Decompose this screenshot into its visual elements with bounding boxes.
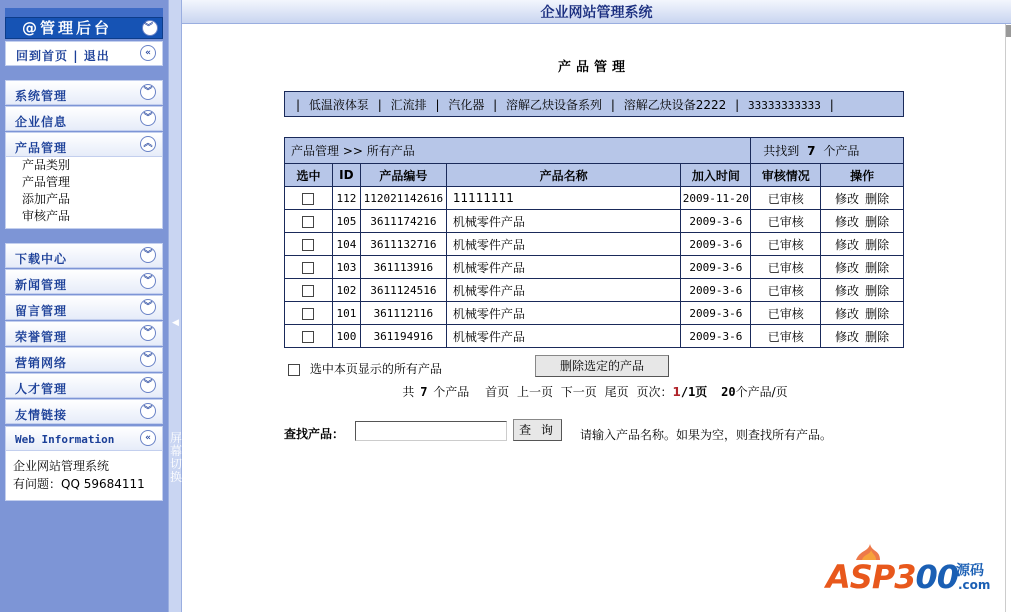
menu-system[interactable] xyxy=(5,80,163,105)
row-actions xyxy=(821,302,904,325)
home-link[interactable]: 回到首页 xyxy=(16,49,69,63)
row-name: 机械零件产品 xyxy=(446,279,681,302)
chevron-up-icon[interactable]: ︽ xyxy=(140,136,156,152)
next-page-link[interactable]: 下一页 xyxy=(560,385,597,399)
table-row xyxy=(285,325,904,348)
row-checkbox[interactable] xyxy=(302,239,314,251)
chevron-down-icon[interactable]: ︾ xyxy=(140,84,156,100)
web-info-panel xyxy=(5,451,163,501)
row-date: 2009-3-6 xyxy=(681,279,751,302)
row-status: 已审核 xyxy=(751,325,821,348)
current-page: 1 xyxy=(672,385,681,399)
row-select-cell xyxy=(285,256,333,279)
sidebar xyxy=(0,0,168,612)
menu-label: 系统管理 xyxy=(15,89,68,103)
chevron-down-icon[interactable]: ︾ xyxy=(140,403,156,419)
row-actions xyxy=(821,233,904,256)
edit-link[interactable]: 修改 xyxy=(835,283,860,298)
collapse-all-icon[interactable]: ︾ xyxy=(142,20,158,36)
row-actions xyxy=(821,325,904,348)
col-actions: 操作 xyxy=(821,164,904,187)
row-actions xyxy=(821,256,904,279)
row-id: 103 xyxy=(332,256,360,279)
submenu-product-manage[interactable]: 产品管理 xyxy=(22,175,71,189)
menu-talent[interactable] xyxy=(5,373,163,398)
menu-label: 企业信息 xyxy=(15,115,68,129)
col-date: 加入时间 xyxy=(681,164,751,187)
edit-link[interactable]: 修改 xyxy=(835,260,860,275)
screen-switch-label[interactable]: 屏幕切换 xyxy=(169,431,182,484)
edit-link[interactable]: 修改 xyxy=(835,191,860,206)
menu-news[interactable] xyxy=(5,269,163,294)
menu-label: 营销网络 xyxy=(15,356,68,370)
row-select-cell xyxy=(285,210,333,233)
menu-label: 荣誉管理 xyxy=(15,330,68,344)
submenu-review-product[interactable]: 审核产品 xyxy=(22,209,71,223)
chevron-down-icon[interactable]: ︾ xyxy=(140,351,156,367)
home-row: 回到首页 | 退出 « xyxy=(5,41,163,66)
row-select-cell xyxy=(285,325,333,348)
row-date: 2009-3-6 xyxy=(681,233,751,256)
row-select-cell xyxy=(285,302,333,325)
search-button[interactable]: 查 询 xyxy=(513,419,562,441)
scrollbar[interactable] xyxy=(1005,24,1011,612)
col-name: 产品名称 xyxy=(446,164,681,187)
edit-link[interactable]: 修改 xyxy=(835,329,860,344)
row-code: 3611124516 xyxy=(360,279,446,302)
per-page: 20 xyxy=(721,385,736,399)
row-checkbox[interactable] xyxy=(302,216,314,228)
row-id: 112 xyxy=(332,187,360,210)
category-link[interactable]: 汇流排 xyxy=(390,98,427,112)
row-date: 2009-3-6 xyxy=(681,256,751,279)
search-input[interactable] xyxy=(355,421,507,441)
search-label: 查找产品： xyxy=(284,427,345,441)
menu-label: Web Information xyxy=(15,433,115,446)
triangle-left-icon[interactable]: ◀ xyxy=(172,318,179,328)
result-count: 共找到 7 个产品 xyxy=(751,138,904,164)
submenu-product-category[interactable]: 产品类别 xyxy=(22,158,71,172)
pagination: 共 7 个产品 首页 上一页 下一页 尾页 页次：1/1页 20个产品/页 xyxy=(402,385,788,399)
select-all-checkbox[interactable] xyxy=(288,364,300,376)
products-table xyxy=(284,137,904,348)
chevron-down-icon[interactable]: ︾ xyxy=(140,377,156,393)
table-row xyxy=(285,256,904,279)
select-all-label[interactable]: 选中本页显示的所有产品 xyxy=(309,362,442,376)
category-link[interactable]: 溶解乙炔设备2222 xyxy=(623,98,727,112)
menu-label: 下载中心 xyxy=(15,252,68,266)
menu-company-info[interactable] xyxy=(5,106,163,131)
row-date: 2009-11-20 xyxy=(681,187,751,210)
first-page-link[interactable]: 首页 xyxy=(485,385,510,399)
products-submenu xyxy=(5,157,163,229)
category-link[interactable]: 低温液体泵 xyxy=(308,98,369,112)
table-caption-row xyxy=(285,138,904,164)
table-row xyxy=(285,210,904,233)
edit-link[interactable]: 修改 xyxy=(835,306,860,321)
row-name: 11111111 xyxy=(446,187,681,210)
row-checkbox[interactable] xyxy=(302,285,314,297)
logout-link[interactable]: 退出 xyxy=(83,49,110,63)
chevron-down-icon[interactable]: ︾ xyxy=(140,110,156,126)
col-code: 产品编号 xyxy=(360,164,446,187)
menu-label: 产品管理 xyxy=(15,141,68,155)
row-status: 已审核 xyxy=(751,279,821,302)
category-link[interactable]: 33333333333 xyxy=(748,99,821,112)
delete-selected-button[interactable]: 删除选定的产品 xyxy=(535,355,669,377)
row-id: 102 xyxy=(332,279,360,302)
row-id: 104 xyxy=(332,233,360,256)
row-name: 机械零件产品 xyxy=(446,210,681,233)
table-row xyxy=(285,279,904,302)
sidebar-toggle-rail[interactable] xyxy=(168,0,182,612)
search-hint: 请输入产品名称。如果为空，则查找所有产品。 xyxy=(580,428,833,442)
delete-link[interactable]: 删除 xyxy=(865,283,890,298)
row-date: 2009-3-6 xyxy=(681,210,751,233)
select-all-row xyxy=(288,360,442,377)
brand-label: @管理后台 xyxy=(22,19,113,37)
menu-label: 人才管理 xyxy=(15,382,68,396)
row-status: 已审核 xyxy=(751,210,821,233)
row-status: 已审核 xyxy=(751,233,821,256)
row-checkbox[interactable] xyxy=(302,262,314,274)
collapse-info-icon[interactable]: « xyxy=(140,430,156,446)
table-body xyxy=(285,187,904,348)
web-info-line1: 企业网站管理系统 xyxy=(13,459,110,473)
row-code: 361112116 xyxy=(360,302,446,325)
prev-page-link[interactable]: 上一页 xyxy=(516,385,553,399)
row-id: 101 xyxy=(332,302,360,325)
menu-label: 留言管理 xyxy=(15,304,68,318)
row-id: 105 xyxy=(332,210,360,233)
app-title: 企业网站管理系统 xyxy=(540,5,653,21)
delete-link[interactable]: 删除 xyxy=(865,306,890,321)
breadcrumb: 产品管理 >> 所有产品 xyxy=(285,138,751,164)
row-checkbox[interactable] xyxy=(302,308,314,320)
watermark-main: ASP300 xyxy=(826,558,959,596)
table-row xyxy=(285,187,904,210)
row-name: 机械零件产品 xyxy=(446,256,681,279)
row-name: 机械零件产品 xyxy=(446,325,681,348)
menu-web-information[interactable] xyxy=(5,426,163,451)
menu-links[interactable] xyxy=(5,399,163,424)
row-code: 3611174216 xyxy=(360,210,446,233)
menu-downloads[interactable] xyxy=(5,243,163,268)
scrollbar-thumb[interactable] xyxy=(1006,25,1011,37)
menu-messages[interactable] xyxy=(5,295,163,320)
row-code: 361113916 xyxy=(360,256,446,279)
asp300-watermark-logo xyxy=(824,542,994,598)
chevron-down-icon[interactable]: ︾ xyxy=(140,273,156,289)
watermark-com: .com xyxy=(958,578,991,592)
submenu-add-product[interactable]: 添加产品 xyxy=(22,192,71,206)
row-status: 已审核 xyxy=(751,256,821,279)
delete-link[interactable]: 删除 xyxy=(865,237,890,252)
web-info-line2: 有问题：QQ 59684111 xyxy=(13,477,145,491)
top-bar xyxy=(182,0,1011,24)
table-row xyxy=(285,233,904,256)
row-select-cell xyxy=(285,187,333,210)
row-actions xyxy=(821,187,904,210)
brand-title xyxy=(5,17,163,39)
table-header-row xyxy=(285,164,904,187)
table-row xyxy=(285,302,904,325)
row-select-cell xyxy=(285,233,333,256)
menu-label: 新闻管理 xyxy=(15,278,68,292)
row-date: 2009-3-6 xyxy=(681,325,751,348)
row-status: 已审核 xyxy=(751,302,821,325)
delete-link[interactable]: 删除 xyxy=(865,191,890,206)
category-bar: | 低温液体泵 | 汇流排 | 汽化器 | 溶解乙炔设备系列 | 溶解乙炔设备2222 | 33333333333 | xyxy=(284,91,904,117)
row-name: 机械零件产品 xyxy=(446,302,681,325)
edit-link[interactable]: 修改 xyxy=(835,214,860,229)
category-link[interactable]: 溶解乙炔设备系列 xyxy=(506,98,603,112)
menu-products[interactable] xyxy=(5,132,163,157)
total-count: 7 xyxy=(420,385,428,399)
row-code: 112021142616 xyxy=(360,187,446,210)
row-id: 100 xyxy=(332,325,360,348)
delete-link[interactable]: 删除 xyxy=(865,329,890,344)
delete-link[interactable]: 删除 xyxy=(865,260,890,275)
col-id: ID xyxy=(332,164,360,187)
menu-honors[interactable] xyxy=(5,321,163,346)
row-checkbox[interactable] xyxy=(302,193,314,205)
delete-link[interactable]: 删除 xyxy=(865,214,890,229)
row-status: 已审核 xyxy=(751,187,821,210)
row-date: 2009-3-6 xyxy=(681,302,751,325)
row-checkbox[interactable] xyxy=(302,331,314,343)
row-select-cell xyxy=(285,279,333,302)
col-select: 选中 xyxy=(285,164,333,187)
col-status: 审核情况 xyxy=(751,164,821,187)
chevron-down-icon[interactable]: ︾ xyxy=(140,325,156,341)
chevron-down-icon[interactable]: ︾ xyxy=(140,247,156,263)
menu-label: 友情链接 xyxy=(15,408,68,422)
page-title: 产品管理 xyxy=(557,60,630,75)
menu-marketing[interactable] xyxy=(5,347,163,372)
watermark-cn: 源码 xyxy=(956,563,984,579)
edit-link[interactable]: 修改 xyxy=(835,237,860,252)
row-code: 361194916 xyxy=(360,325,446,348)
chevron-down-icon[interactable]: ︾ xyxy=(140,299,156,315)
row-code: 3611132716 xyxy=(360,233,446,256)
last-page-link[interactable]: 尾页 xyxy=(604,385,629,399)
row-actions xyxy=(821,279,904,302)
collapse-sidebar-icon[interactable]: « xyxy=(140,45,156,61)
row-actions xyxy=(821,210,904,233)
category-link[interactable]: 汽化器 xyxy=(448,98,485,112)
row-name: 机械零件产品 xyxy=(446,233,681,256)
